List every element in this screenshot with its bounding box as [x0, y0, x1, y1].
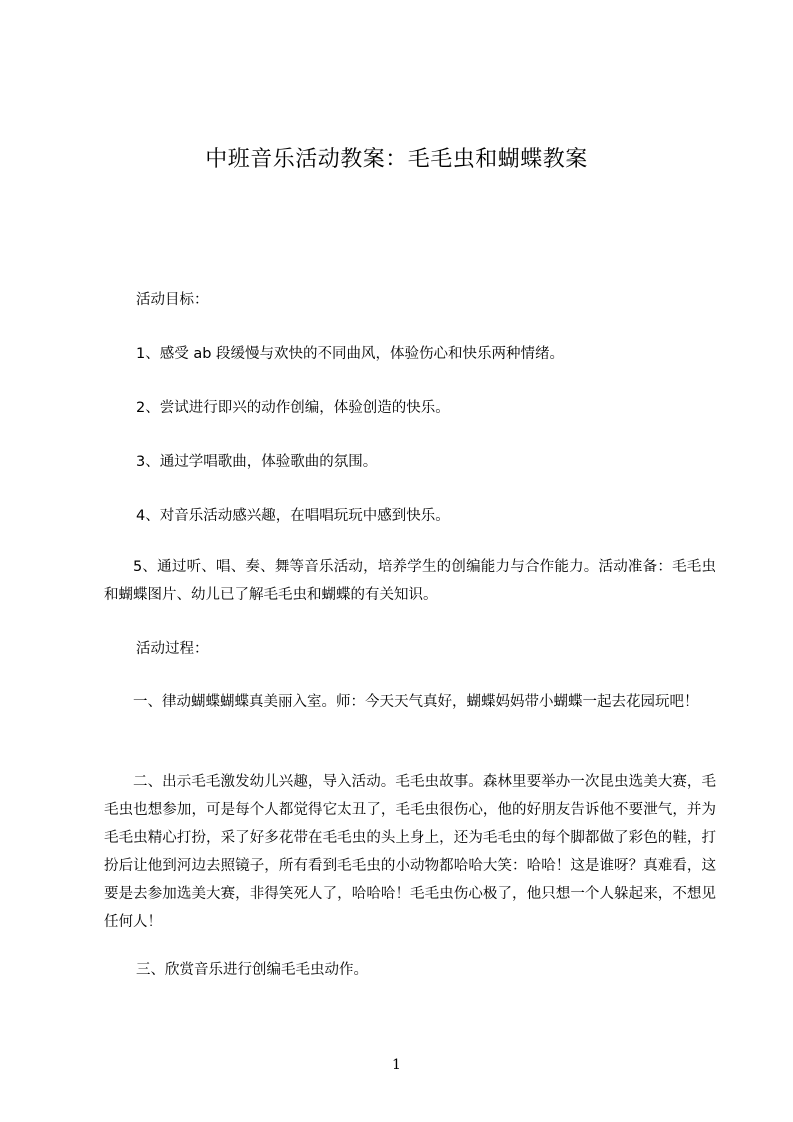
process-step-1: 一、律动蝴蝶蝴蝶真美丽入室。师：今天天气真好，蝴蝶妈妈带小蝴蝶一起去花园玩吧！	[133, 694, 699, 710]
goal-item: 1、感受 ab 段缓慢与欢快的不同曲风，体验伤心和快乐两种情绪。	[136, 346, 565, 362]
goals-heading: 活动目标：	[136, 292, 209, 308]
process-heading: 活动过程：	[136, 641, 209, 657]
goal-item: 2、尝试进行即兴的动作创编，体验创造的快乐。	[136, 400, 450, 416]
document-title: 中班音乐活动教案：毛毛虫和蝴蝶教案	[205, 147, 588, 172]
process-step-3: 三、欣赏音乐进行创编毛毛虫动作。	[136, 962, 368, 978]
goal-item: 3、通过学唱歌曲，体验歌曲的氛围。	[136, 454, 378, 470]
process-step-2: 二、出示毛毛激发幼儿兴趣，导入活动。毛毛虫故事。森林里要举办一次昆虫选美大赛，毛毛虫也想参加，可是每个人都觉得它太丑了，毛毛虫很伤心，他的好朋友告诉他不要泄气，并为毛毛虫精心打扮，采了好多花带在毛毛虫的头上身上，还为毛毛虫的每个脚都做了彩色的鞋，打扮后让他到河边去照镜子，所有看到毛毛虫的小动物都哈哈大笑：哈哈！这是谁呀？真难看，这要是去参加选美大赛，非得笑死人了，哈哈哈！毛毛虫伤心极了，他只想一个人躲起来，不想见任何人！	[104, 774, 716, 930]
goal-5-and-preparation: 5、通过听、唱、奏、舞等音乐活动，培养学生的创编能力与合作能力。活动准备：毛毛虫和蝴蝶图片、幼儿已了解毛毛虫和蝴蝶的有关知识。	[104, 559, 716, 603]
page-number: 1	[392, 1057, 401, 1073]
goal-item: 4、对音乐活动感兴趣，在唱唱玩玩中感到快乐。	[136, 508, 450, 524]
